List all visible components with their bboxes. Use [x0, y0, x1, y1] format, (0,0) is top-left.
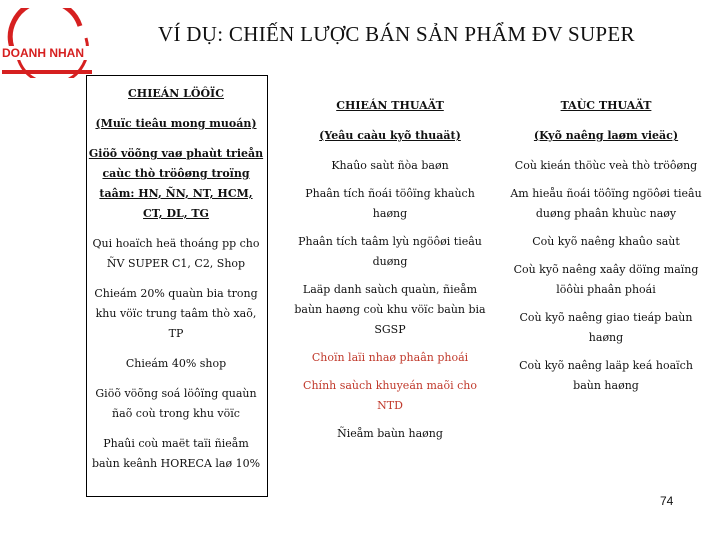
- strategy-item: Chieám 40% shop: [125, 357, 227, 370]
- tactics-red-item: Chính saùch khuyeán maõi cho NTD: [303, 379, 477, 412]
- tactics-item: Ñieåm baùn haøng: [337, 427, 443, 440]
- tactics-subheading: (Yeâu caàu kyõ thuaät): [319, 129, 461, 142]
- strategy-focus-text: Giöõ vöõng vaø phaùt trieån caùc thò tröôøng troïng taâm: HN, ÑN, NT, HCM, CT, DL, TG: [88, 147, 264, 220]
- tactics-item: Khaûo saùt ñòa baøn: [331, 159, 449, 172]
- skills-item: Am hieåu ñoái töôïng ngöôøi tieâu duøng phaân khuùc naøy: [510, 187, 702, 220]
- strategy-item: Phaûi coù maët taïi ñieåm baùn keânh HORECA laø 10%: [91, 437, 261, 470]
- tactics-heading: CHIEÁN THUAÄT: [336, 99, 444, 112]
- skills-column: [508, 96, 704, 404]
- skills-item: Coù kyõ naêng xaây döïng maïng löôùi phaân phoái: [513, 263, 699, 296]
- tactics-red-item: Choïn laïi nhaø phaân phoái: [311, 351, 469, 364]
- skills-item: Coù kyõ naêng khaûo saùt: [532, 235, 680, 248]
- strategy-item: Chieám 20% quaùn bia trong khu vöïc trung taâm thò xaõ, TP: [94, 287, 258, 340]
- strategy-subheading: (Muïc tieâu mong muoán): [95, 117, 257, 130]
- strategy-item: Qui hoaïch heä thoáng pp cho ÑV SUPER C1, C2, Shop: [92, 237, 260, 270]
- tactics-column: [290, 96, 490, 452]
- slide-title: VÍ DỤ: CHIẾN LƯỢC BÁN SẢN PHẨM ĐV SUPER: [158, 22, 635, 46]
- tactics-item: Phaân tích taâm lyù ngöôøi tieâu duøng: [298, 235, 482, 268]
- skills-item: Coù kieán thöùc veà thò tröôøng: [514, 159, 698, 172]
- strategy-heading: CHIEÁN LÖÔÏC: [128, 87, 224, 100]
- skills-heading: TAÙC THUAÄT: [560, 99, 652, 112]
- tactics-item: Phaân tích ñoái töôïng khaùch haøng: [305, 187, 475, 220]
- skills-item: Coù kyõ naêng giao tieáp baùn haøng: [519, 311, 693, 344]
- strategy-item: Giöõ vöõng soá löôïng quaùn ñaõ coù trong khu vöïc: [95, 387, 257, 420]
- company-logo: [0, 8, 100, 78]
- skills-subheading: (Kyõ naêng laøm vieäc): [533, 129, 679, 142]
- strategy-column: [88, 84, 264, 484]
- page-number: 74: [660, 494, 674, 508]
- logo-text: DOANH NHAN: [2, 46, 84, 60]
- tactics-item: Laäp danh saùch quaùn, ñieåm baùn haøng coù khu vöïc baùn bia SGSP: [294, 283, 486, 336]
- skills-item: Coù kyõ naêng laäp keá hoaïch baùn haøng: [519, 359, 693, 392]
